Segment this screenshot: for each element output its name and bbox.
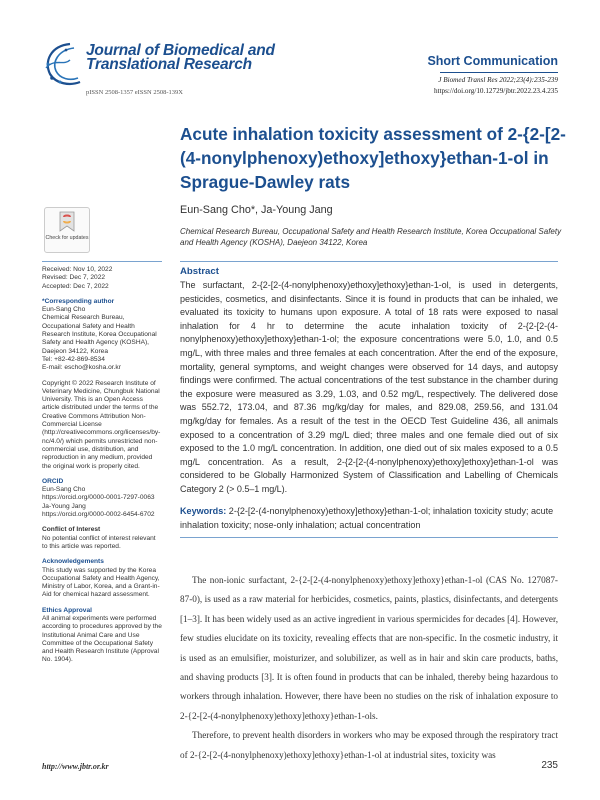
bookmark-icon bbox=[58, 211, 76, 233]
orcid-name: Ja-Young Jang bbox=[42, 502, 86, 510]
orcid-link[interactable]: https://orcid.org/0000-0002-6454-6702 bbox=[42, 511, 155, 519]
accepted-date: Accepted: Dec 7, 2022 bbox=[42, 282, 109, 290]
check-for-updates-label: Check for updates bbox=[45, 235, 89, 241]
acknowledgements-text: This study was supported by the Korea Occupational Safety and Health Agency, Ministry of Labor, Korea, and a Grant-in-Aid for chemical hazard assessment. bbox=[42, 566, 160, 599]
article-title: Acute inhalation toxicity assessment of 2-{2-[2-(4-nonylphenoxy)ethoxy]ethoxy}ethan-1-ol in Sprague-Dawley rats bbox=[180, 124, 566, 192]
conflict-heading: Conflict of Interest bbox=[42, 526, 101, 534]
corresponding-author-address: Chemical Research Bureau, Occupational Safety and Health Research Institute, Korea Occupational Safety and Health Agency (KOSHA), Daejeon 34122, Korea bbox=[42, 314, 157, 355]
ethics-text: All animal experiments were performed according to procedures approved by the Institutional Animal Care and Use Committee of the Occupational Safety and Health Research Institute (Approval No. 1904). bbox=[42, 614, 162, 664]
affiliation: Chemical Research Bureau, Occupational Safety and Health Research Institute, Korea Occupational Safety and Health Agency (KOSHA), Daejeon 34122, Korea bbox=[180, 227, 562, 248]
sidebar-rule bbox=[42, 261, 162, 262]
footer-url[interactable]: http://www.jbtr.or.kr bbox=[42, 762, 109, 771]
page-number: 235 bbox=[541, 760, 558, 771]
orcid-name: Eun-Sang Cho bbox=[42, 486, 86, 494]
header-rule bbox=[440, 72, 558, 73]
abstract-bottom-rule bbox=[180, 537, 558, 538]
doi-link[interactable]: https://doi.org/10.12729/jbtr.2022.23.4.235 bbox=[433, 87, 558, 95]
check-for-updates-badge[interactable] bbox=[44, 207, 90, 253]
keywords bbox=[180, 505, 558, 532]
acknowledgements-heading: Acknowledgements bbox=[42, 558, 104, 566]
keywords-label: Keywords: bbox=[180, 506, 227, 516]
corresponding-author-email[interactable]: E-mail: escho@kosha.or.kr bbox=[42, 364, 121, 372]
ethics-heading: Ethics Approval bbox=[42, 606, 92, 614]
main-body bbox=[180, 571, 558, 765]
corresponding-author-tel: Tel: +82-42-869-8534 bbox=[42, 355, 105, 363]
received-date: Received: Nov 10, 2022 bbox=[42, 266, 113, 273]
issn: pISSN 2508-1357 eISSN 2508-139X bbox=[86, 89, 183, 96]
revised-date: Revised: Dec 7, 2022 bbox=[42, 274, 106, 282]
keywords-text: 2-{2-[2-(4-nonylphenoxy)ethoxy]ethoxy}ethan-1-ol; inhalation toxicity study; acute inhalation toxicity; nose-only inhalation; actual concentration bbox=[180, 506, 554, 530]
body-paragraph: The non-ionic surfactant, 2-{2-[2-(4-nonylphenoxy)ethoxy]ethoxy}ethan-1-ol (CAS No. 127087-87-0), is used as a raw material for herbicides, cosmetics, paints, plastics, disinfectants, and detergents [1–3]. It has been widely used as an active ingredient in various spermicides for decades [4]. However, few studies elucidate on its toxicity, revealing effects that are non-specific. In the cosmetic industry, it is used as an emulsifier, moisturizer, and solubilizer, as well as in hair and skin care products, baths, and shaving products [3]. It is often found in products that can be inhaled, thereby being hazardous to workers through inhalation. However, there have been no studies on the risk of inhalation exposure to 2-{2-[2-(4-nonylphenoxy)ethoxy]ethoxy}ethan-1-ols. bbox=[180, 575, 558, 721]
body-paragraph: Therefore, to prevent health disorders in workers who may be exposed through the respiratory tract of 2-{2-[2-(4-nonylphenoxy)ethoxy]ethoxy}ethan-1-ol at industrial sites, toxicity was bbox=[180, 730, 558, 760]
orcid-heading: ORCID bbox=[42, 477, 64, 485]
article-type: Short Communication bbox=[427, 54, 558, 68]
abstract-text: The surfactant, 2-{2-[2-(4-nonylphenoxy)ethoxy]ethoxy}ethan-1-ol, is used in detergents, pesticides, cosmetics, and disinfectants. Since it is found in products that can be inhaled, we evaluated its toxicity to humans upon exposure. A total of 18 rats were exposed to nasal inhalation for 4 hr to determine the acute inhalation toxicity of 2-{2-[2-(4-nonylphenoxy)ethoxy]ethoxy}ethan-1-ol; the exposure concentrations were 5.0, 1.0, and 0.5 mg/L, with three males and three females at each concentration. After the end of the exposure, mortality, general symptoms, and weight changes were observed for 14 days, and autopsy findings were confirmed. The actual concentrations of the test substance in the chamber during the exposure were measured as 3.29, 1.03, and 0.52 mg/L, respectively. The delivered dose was 552.72, 173.04, and 87.36 mg/kg/day for males, and 829.08, 259.56, and 131.04 mg/kg/day for females. As a result of the test in the OECD Test Guideline 436, all animals exposed to a concentration of 3.29 mg/L died; three males and one female died out of six exposed to the 1.0 mg/L concentration. In addition, one died out of six males exposed to a 0.5 mg/L concentration. As a result, 2-{2-[2-(4-nonylphenoxy)ethoxy]ethoxy}ethan-1-ol was considered to be Globally Harmonized System of Classification and Labelling of Chemicals Category 2 (> 0.5–1 mg/L). bbox=[180, 280, 558, 494]
journal-name: Journal of Biomedical and Translational Research bbox=[86, 42, 275, 73]
sidebar bbox=[42, 261, 162, 665]
abstract-heading: Abstract bbox=[180, 266, 219, 277]
corresponding-author-heading: *Corresponding author bbox=[42, 297, 115, 305]
abstract-top-rule bbox=[180, 261, 558, 262]
orcid-link[interactable]: https://orcid.org/0000-0001-7297-0063 bbox=[42, 494, 155, 502]
citation: J Biomed Transl Res 2022;23(4):235-239 bbox=[438, 76, 558, 84]
copyright-notice: Copyright © 2022 Research Institute of Veterinary Medicine, Chungbuk National University. This is an Open Access article distributed under the terms of the Creative Commons Attribution Non-Commercial License (http://creativecommons.org/licenses/by-nc/4.0/) which permits unrestricted non-commercial use, distribution, and reproduction in any medium, provided the original work is properly cited. bbox=[42, 379, 161, 470]
authors: Eun-Sang Cho*, Ja-Young Jang bbox=[180, 204, 333, 216]
conflict-text: No potential conflict of interest relevant to this article was reported. bbox=[42, 534, 156, 550]
corresponding-author-name: Eun-Sang Cho bbox=[42, 306, 86, 314]
